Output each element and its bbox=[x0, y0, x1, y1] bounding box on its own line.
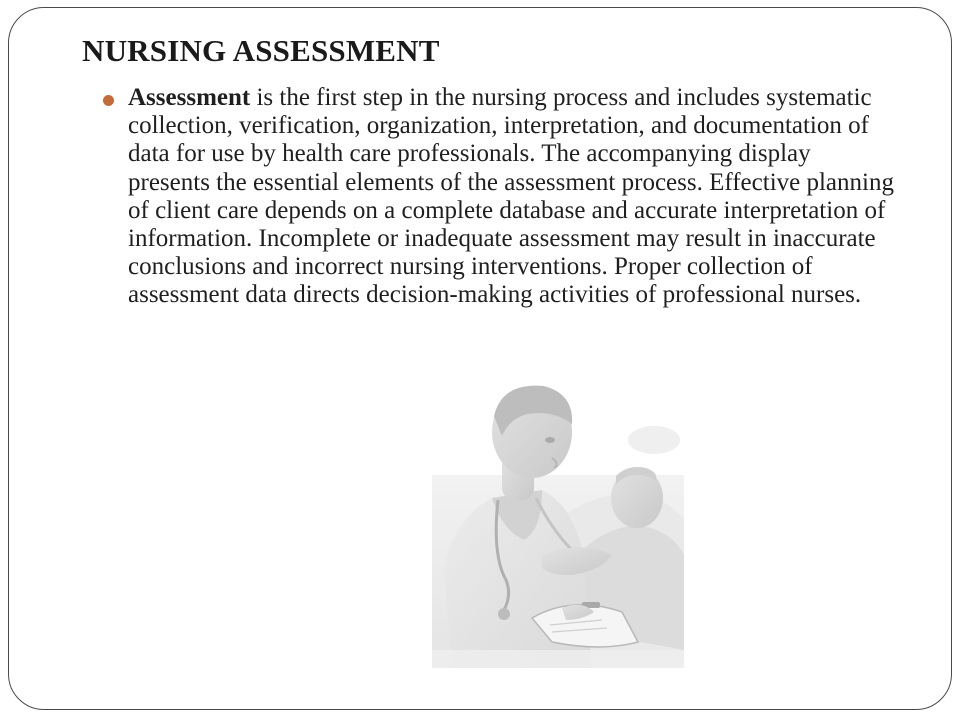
bullet-dot-icon bbox=[103, 95, 114, 106]
nurse-patient-photo bbox=[432, 380, 684, 668]
bullet-paragraph bbox=[128, 84, 898, 310]
bullet-body-text: is the first step in the nursing process and includes systematic collection, verification, organization, interpretation, and documentation of data for use by health care professionals. The accompanying display presents the essential elements of the assessment process. Effective planning of client care depends on a complete database and accurate interpretation of information. Incomplete or inadequate assessment may result in inaccurate conclusions and incorrect nursing interventions. Proper collection of assessment data directs decision-making activities of professional nurses. bbox=[128, 84, 894, 309]
bullet-lead-term: Assessment bbox=[128, 84, 251, 111]
slide-title: NURSING ASSESSMENT bbox=[82, 33, 440, 68]
